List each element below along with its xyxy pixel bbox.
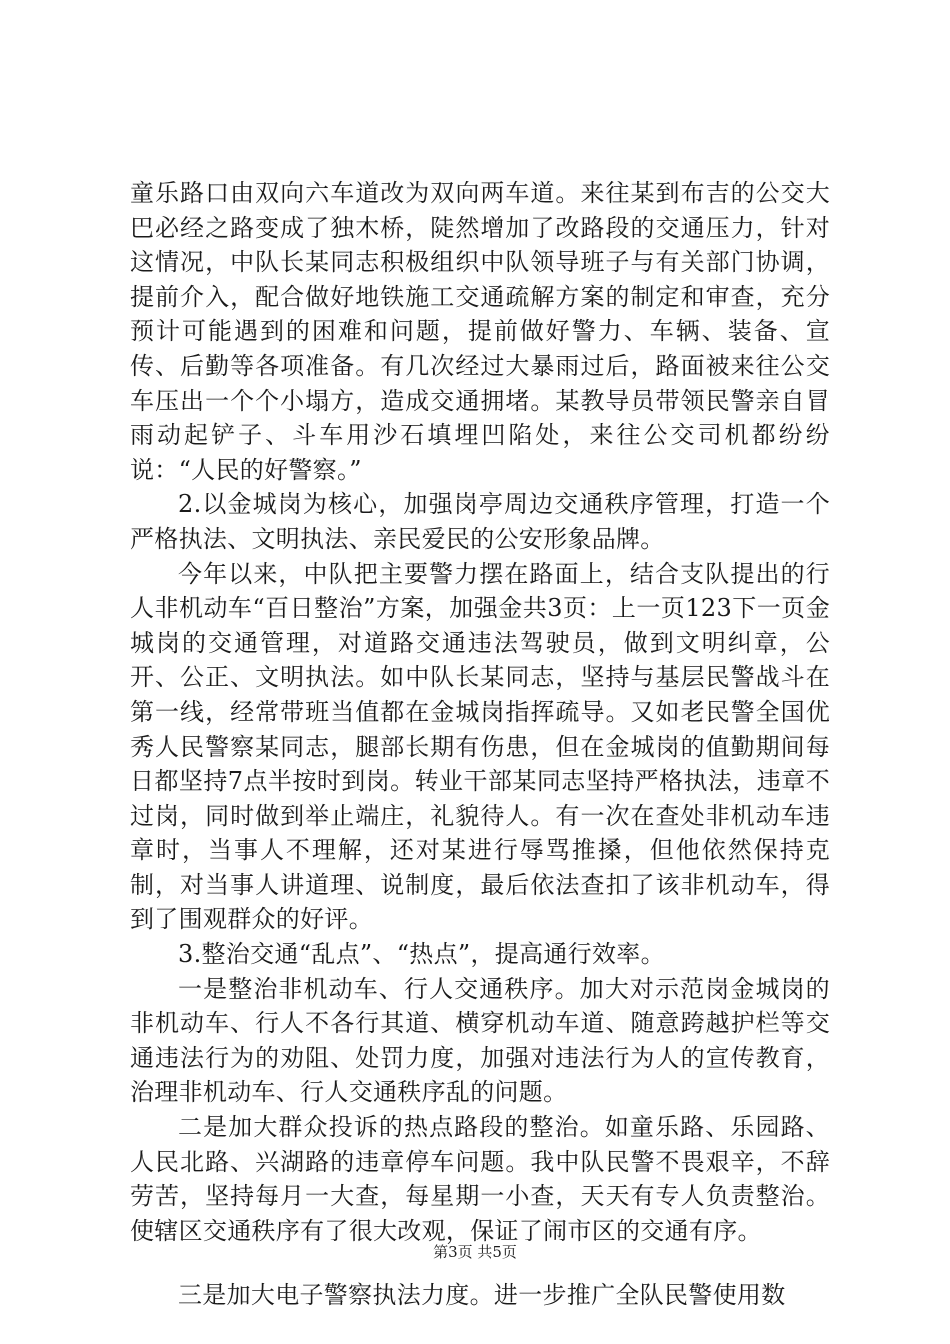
page-footer (0, 1242, 950, 1262)
paragraph-jinchenggang: 今年以来，中队把主要警力摆在路面上，结合支队提出的行人非机动车“百日整治”方案，加强金共3页：上一页123下一页金城岗的交通管理，对道路交通违法驾驶员，做到文明纠章，公开、公正、文明执法。如中队长某同志，坚持与基层民警战斗在第一线，经常带班当值都在金城岗指挥疏导。又如老民警全国优秀人民警察某同志，腿部长期有伤患，但在金城岗的值勤期间每日都坚持7点半按时到岗。转业干部某同志坚持严格执法，违章不过岗，同时做到举止端庄，礼貌待人。有一次在查处非机动车违章时，当事人不理解，还对某进行辱骂推搡，但他依然保持克制，对当事人讲道理、说制度，最后依法查扣了该非机动车，得到了围观群众的好评。 (130, 559, 830, 934)
paragraph-first-point: 一是整治非机动车、行人交通秩序。加大对示范岗金城岗的非机动车、行人不各行其道、横穿机动车道、随意跨越护栏等交通违法行为的劝阻、处罚力度，加强对违法行为人的宣传教育，治理非机动车、行人交通秩序乱的问题。 (130, 974, 830, 1107)
paragraph-heading-3: 3.整治交通“乱点”、“热点”，提高通行效率。 (178, 940, 665, 969)
paragraph-third-point: 三是加大电子警察执法力度。进一步推广全队民警使用数 (178, 1281, 786, 1310)
page-number-label: 第3页 共5页 (433, 1243, 517, 1261)
document-body (130, 176, 830, 1313)
paragraph-second-point: 二是加大群众投诉的热点路段的整治。如童乐路、乐园路、人民北路、兴湖路的违章停车问题。我中队民警不畏艰辛，不辞劳苦，坚持每月一大查，每星期一小查，天天有专人负责整治。使辖区交通秩序有了很大改观，保证了闹市区的交通有序。 (130, 1113, 830, 1245)
paragraph-continuation: 童乐路口由双向六车道改为双向两车道。来往某到布吉的公交大巴必经之路变成了独木桥，陡然增加了改路段的交通压力，针对这情况，中队长某同志积极组织中队领导班子与有关部门协调，提前介入，配合做好地铁施工交通疏解方案的制定和审查，充分预计可能遇到的困难和问题，提前做好警力、车辆、装备、宣传、后勤等各项准备。有几次经过大暴雨过后，路面被来往公交车压出一个个小塌方，造成交通拥堵。某教导员带领民警亲自冒雨动起铲子、斗车用沙石填埋凹陷处，来往公交司机都纷纷说：“人民的好警察。” (130, 179, 830, 484)
paragraph-heading-2: 2.以金城岗为核心，加强岗亭周边交通秩序管理，打造一个严格执法、文明执法、亲民爱民的公安形象品牌。 (130, 490, 830, 553)
